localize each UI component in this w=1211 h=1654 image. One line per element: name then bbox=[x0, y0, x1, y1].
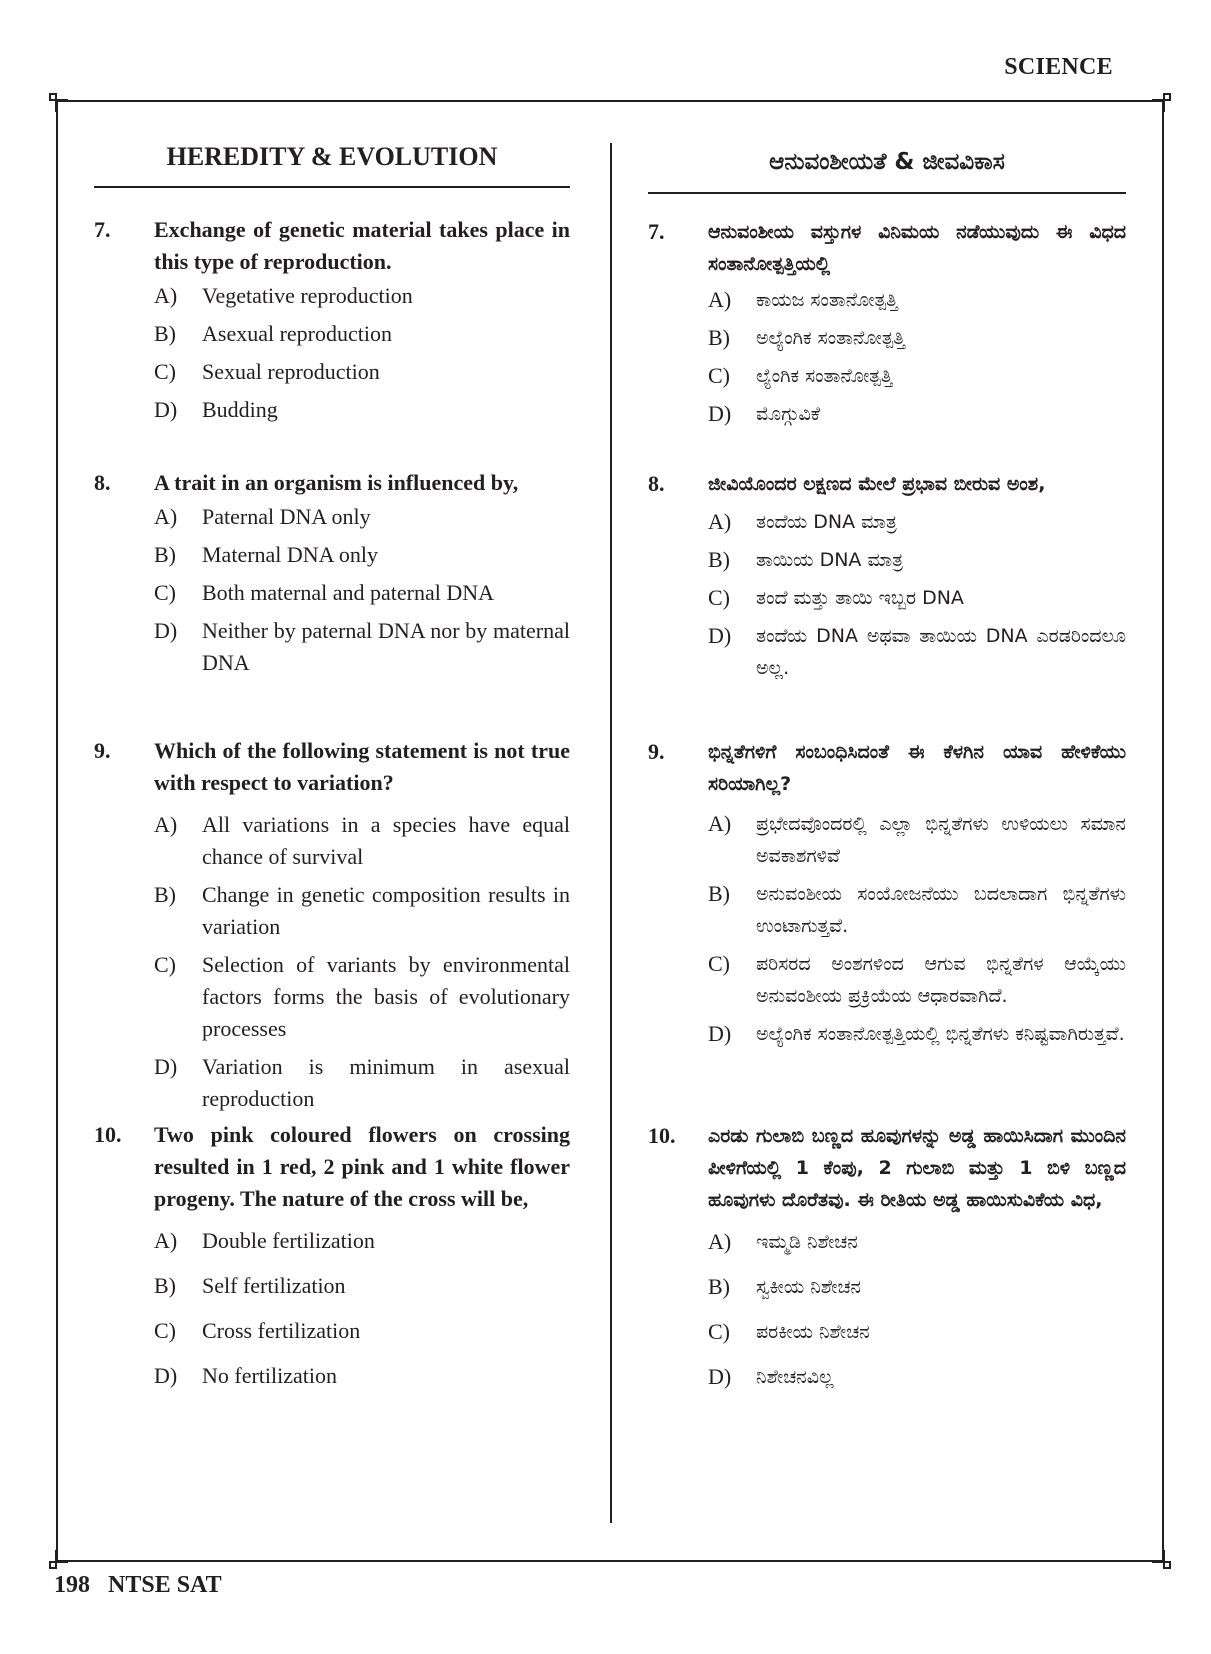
option-label: C) bbox=[154, 580, 176, 605]
question-text: Exchange of genetic material takes place in this type of reproduction. bbox=[154, 217, 570, 274]
option-text: Maternal DNA only bbox=[202, 542, 378, 567]
option-label: A) bbox=[154, 283, 178, 308]
question-number: 10. bbox=[648, 1123, 676, 1148]
option-text: Double fertilization bbox=[202, 1228, 375, 1253]
option-label: B) bbox=[708, 881, 730, 906]
option-d bbox=[154, 1360, 570, 1392]
corner-ornament-top-left bbox=[46, 90, 70, 114]
option-c bbox=[708, 582, 1126, 614]
option-text: ಅನುವಂಶೀಯ ಸಂಯೋಜನೆಯು ಬದಲಾದಾಗ ಭಿನ್ನತೆಗಳು ಉಂಟಾಗುತ್ತವೆ. bbox=[756, 883, 1126, 937]
option-text: ಅಲ್ಯೆಂಗಿಕ ಸಂತಾನೋತ್ಪತ್ತಿಯಲ್ಲಿ ಭಿನ್ನತೆಗಳು ಕನಿಷ್ಟವಾಗಿರುತ್ತವೆ. bbox=[756, 1023, 1125, 1045]
column-divider bbox=[610, 143, 612, 1523]
option-text: Selection of variants by environmental factors forms the basis of evolutionary processes bbox=[202, 952, 570, 1041]
option-text: ಇಮ್ಮಡಿ ನಿಶೇಚನ bbox=[756, 1231, 858, 1253]
option-label: B) bbox=[154, 542, 176, 567]
option-text: ಲ್ಯೆಂಗಿಕ ಸಂತಾನೋತ್ಪತ್ತಿ bbox=[756, 365, 893, 387]
option-text: Asexual reproduction bbox=[202, 321, 392, 346]
option-label: C) bbox=[708, 363, 730, 388]
question-text: Which of the following statement is not true with respect to variation? bbox=[154, 738, 570, 795]
option-label: C) bbox=[154, 952, 176, 977]
option-label: C) bbox=[154, 1318, 176, 1343]
option-b bbox=[708, 322, 1126, 354]
option-text: Vegetative reproduction bbox=[202, 283, 413, 308]
kannada-title: ಆನುವಂಶೀಯತೆ & ಜೀವವಿಕಾಸ bbox=[648, 140, 1126, 194]
question-8-kn bbox=[648, 468, 1126, 690]
question-text: ಆನುವಂಶೀಯ ವಸ್ತುಗಳ ವಿನಿಮಯ ನಡೆಯುವುದು ಈ ವಿಧದ ಸಂತಾನೋತ್ಪತ್ತಿಯಲ್ಲಿ bbox=[708, 221, 1126, 275]
option-d bbox=[708, 1361, 1126, 1393]
option-d bbox=[708, 1018, 1126, 1050]
option-text: No fertilization bbox=[202, 1363, 338, 1388]
option-text: ತಂದೆಯ DNA ಮಾತ್ರ bbox=[756, 511, 897, 533]
question-number: 9. bbox=[648, 739, 665, 764]
question-number: 8. bbox=[94, 470, 111, 495]
option-a bbox=[708, 506, 1126, 538]
option-d bbox=[708, 398, 1126, 430]
option-a bbox=[154, 501, 570, 533]
question-9-en bbox=[94, 735, 570, 1121]
option-text: Paternal DNA only bbox=[202, 504, 371, 529]
option-b bbox=[154, 539, 570, 571]
option-text: Neither by paternal DNA nor by maternal DNA bbox=[202, 618, 570, 675]
option-label: B) bbox=[154, 321, 176, 346]
option-label: A) bbox=[154, 812, 178, 837]
option-text: ತಂದೆಯ DNA ಅಥವಾ ತಾಯಿಯ DNA ಎರಡರಿಂದಲೂ ಅಲ್ಲ. bbox=[756, 625, 1126, 679]
option-text: ಸ್ವಕೀಯ ನಿಶೇಚನ bbox=[756, 1276, 861, 1298]
page-number: 198 bbox=[54, 1572, 90, 1598]
corner-ornament-bottom-right bbox=[1150, 1548, 1174, 1572]
option-a bbox=[708, 284, 1126, 316]
option-b bbox=[708, 544, 1126, 576]
option-a bbox=[154, 280, 570, 312]
option-text: Change in genetic composition results in variation bbox=[202, 882, 570, 939]
corner-ornament-top-right bbox=[1150, 90, 1174, 114]
option-text: Budding bbox=[202, 397, 278, 422]
option-a bbox=[708, 1226, 1126, 1258]
option-label: B) bbox=[708, 1274, 730, 1299]
option-label: B) bbox=[154, 1273, 176, 1298]
option-label: D) bbox=[708, 1364, 732, 1389]
question-7-kn bbox=[648, 216, 1126, 436]
option-d bbox=[154, 615, 570, 679]
option-text: Both maternal and paternal DNA bbox=[202, 580, 495, 605]
question-10-en bbox=[94, 1119, 570, 1405]
question-7-en bbox=[94, 214, 570, 432]
option-text: ಕಾಯಜ ಸಂತಾನೋತ್ಪತ್ತಿ bbox=[756, 289, 898, 311]
option-c bbox=[708, 360, 1126, 392]
option-text: ಪರಕೀಯ ನಿಶೇಚನ bbox=[756, 1321, 870, 1343]
option-c bbox=[708, 1316, 1126, 1348]
option-label: C) bbox=[708, 1319, 730, 1344]
option-a bbox=[708, 808, 1126, 872]
subject-header: SCIENCE bbox=[1004, 54, 1113, 80]
option-text: Self fertilization bbox=[202, 1273, 346, 1298]
question-10-kn bbox=[648, 1120, 1126, 1406]
option-label: D) bbox=[154, 397, 178, 422]
english-column bbox=[94, 140, 570, 1388]
question-text: A trait in an organism is influenced by, bbox=[154, 470, 519, 495]
corner-ornament-bottom-left bbox=[46, 1548, 70, 1572]
option-label: D) bbox=[154, 1054, 178, 1079]
option-label: D) bbox=[154, 618, 178, 643]
option-label: A) bbox=[708, 811, 732, 836]
option-c bbox=[154, 949, 570, 1045]
option-label: C) bbox=[708, 951, 730, 976]
option-b bbox=[154, 879, 570, 943]
question-number: 7. bbox=[648, 219, 665, 244]
option-a bbox=[154, 809, 570, 873]
option-label: B) bbox=[708, 325, 730, 350]
option-a bbox=[154, 1225, 570, 1257]
question-number: 9. bbox=[94, 738, 111, 763]
option-d bbox=[154, 1051, 570, 1115]
option-b bbox=[154, 1270, 570, 1302]
option-label: D) bbox=[708, 623, 732, 648]
option-b bbox=[708, 1271, 1126, 1303]
question-9-kn bbox=[648, 736, 1126, 1056]
option-text: All variations in a species have equal chance of survival bbox=[202, 812, 570, 869]
option-text: Variation is minimum in asexual reproduction bbox=[202, 1054, 570, 1111]
option-label: D) bbox=[708, 1021, 732, 1046]
question-text: Two pink coloured flowers on crossing resulted in 1 red, 2 pink and 1 white flower progeny. The nature of the cross will be, bbox=[154, 1122, 570, 1211]
english-title: HEREDITY & EVOLUTION bbox=[94, 140, 570, 188]
option-label: C) bbox=[154, 359, 176, 384]
option-label: A) bbox=[154, 504, 178, 529]
option-label: B) bbox=[154, 882, 176, 907]
option-d bbox=[154, 394, 570, 426]
option-text: ಮೊಗ್ಗುವಿಕೆ bbox=[756, 403, 821, 425]
option-label: C) bbox=[708, 585, 730, 610]
option-text: Cross fertilization bbox=[202, 1318, 361, 1343]
kannada-column bbox=[648, 140, 1126, 1389]
option-label: A) bbox=[708, 287, 732, 312]
option-c bbox=[708, 948, 1126, 1012]
option-d bbox=[708, 620, 1126, 684]
question-8-en bbox=[94, 467, 570, 685]
option-c bbox=[154, 577, 570, 609]
option-text: ಪ್ರಭೇದವೊಂದರಲ್ಲಿ ಎಲ್ಲಾ ಭಿನ್ನತೆಗಳು ಉಳಿಯಲು ಸಮಾನ ಅವಕಾಶಗಳಿವೆ bbox=[756, 813, 1126, 867]
option-b bbox=[708, 878, 1126, 942]
question-number: 7. bbox=[94, 217, 111, 242]
option-b bbox=[154, 318, 570, 350]
option-text: ಪರಿಸರದ ಅಂಶಗಳಿಂದ ಆಗುವ ಭಿನ್ನತೆಗಳ ಆಯ್ಕೆಯು ಅನುವಂಶೀಯ ಪ್ರಕ್ರಿಯೆಯ ಆಧಾರವಾಗಿದೆ. bbox=[756, 953, 1126, 1007]
option-label: D) bbox=[154, 1363, 178, 1388]
option-label: A) bbox=[154, 1228, 178, 1253]
question-text: ಜೀವಿಯೊಂದರ ಲಕ್ಷಣದ ಮೇಲೆ ಪ್ರಭಾವ ಬೀರುವ ಅಂಶ, bbox=[708, 473, 1046, 495]
question-number: 8. bbox=[648, 471, 665, 496]
option-label: D) bbox=[708, 401, 732, 426]
option-c bbox=[154, 356, 570, 388]
question-number: 10. bbox=[94, 1122, 122, 1147]
option-text: ಅಲ್ಯೆಂಗಿಕ ಸಂತಾನೋತ್ಪತ್ತಿ bbox=[756, 327, 906, 349]
option-label: A) bbox=[708, 509, 732, 534]
option-label: B) bbox=[708, 547, 730, 572]
option-text: ತಾಯಿಯ DNA ಮಾತ್ರ bbox=[756, 549, 904, 571]
option-text: ತಂದೆ ಮತ್ತು ತಾಯಿ ಇಬ್ಬರ DNA bbox=[756, 587, 964, 609]
option-c bbox=[154, 1315, 570, 1347]
book-title: NTSE SAT bbox=[108, 1572, 222, 1598]
question-text: ಭಿನ್ನತೆಗಳಿಗೆ ಸಂಬಂಧಿಸಿದಂತೆ ಈ ಕೆಳಗಿನ ಯಾವ ಹೇಳಿಕೆಯು ಸರಿಯಾಗಿಲ್ಲ? bbox=[708, 741, 1126, 795]
option-text: Sexual reproduction bbox=[202, 359, 380, 384]
option-label: A) bbox=[708, 1229, 732, 1254]
option-text: ನಿಶೇಚನವಿಲ್ಲ bbox=[756, 1366, 834, 1388]
question-text: ಎರಡು ಗುಲಾಬಿ ಬಣ್ಣದ ಹೂವುಗಳನ್ನು ಅಡ್ಡ ಹಾಯಿಸಿದಾಗ ಮುಂದಿನ ಪೀಳಿಗೆಯಲ್ಲಿ 1 ಕೆಂಪು, 2 ಗುಲಾಬಿ ಮತ್ತು 1 ಬಿಳಿ ಬಣ್ಣದ ಹೂವುಗಳು ದೊರೆತವು. ಈ ರೀತಿಯ ಅಡ್ಡ ಹಾಯಿಸುವಿಕೆಯ ವಿಧ, bbox=[708, 1125, 1126, 1211]
page-footer bbox=[54, 1572, 240, 1599]
